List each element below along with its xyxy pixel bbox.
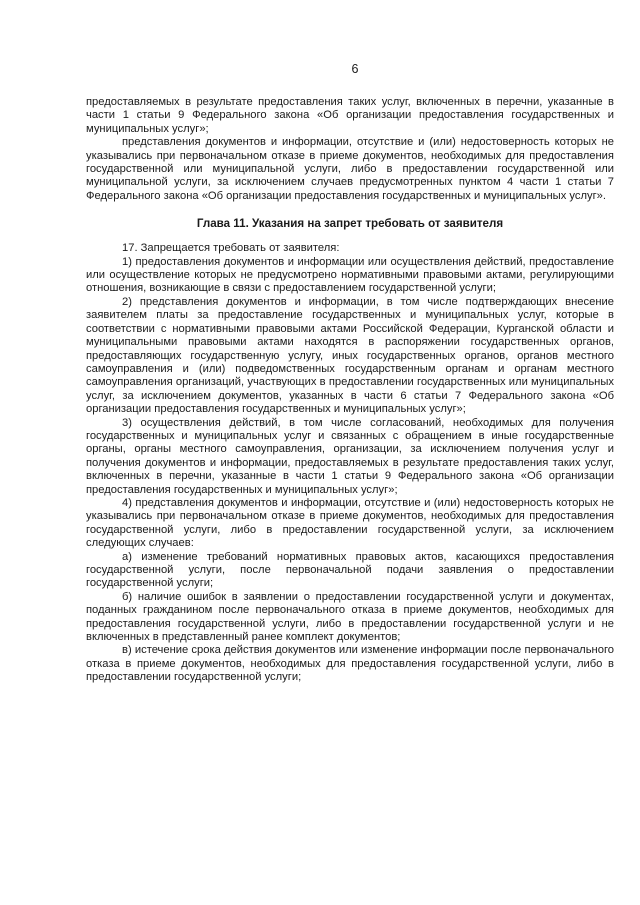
chapter-title: Глава 11. Указания на запрет требовать от заявителя (196, 217, 504, 231)
paragraph: а) изменение требований нормативных правовых актов, касающихся предоставления государственной услуги, после первоначальной подачи заявления о предоставлении государственной услуги; (86, 550, 614, 590)
paragraph: 1) предоставления документов и информации или осуществления действий, предоставление или осуществление которых не предусмотрено нормативными правовыми актами, регулирующими отношения, возникающие в связи с предоставлением государственной услуги; (86, 255, 614, 295)
paragraph: в) истечение срока действия документов или изменение информации после первоначального отказа в приеме документов, необходимых для предоставления государственной услуги, либо в предоставлении государственной услуги; (86, 644, 614, 684)
paragraph: б) наличие ошибок в заявлении о предоставлении государственной услуги и документах, поданных гражданином после первоначального отказа в приеме документов, необходимых для предоставления государственной услуги, либо в предоставлении государственной услуги и не включенных в представленный ранее комплект документов; (86, 590, 614, 644)
paragraph: 4) представления документов и информации, отсутствие и (или) недостоверность которых не указывались при первоначальном отказе в приеме документов, необходимых для предоставления государственной услуги, либо в предоставлении государственной услуги, за исключением следующих случаев: (86, 496, 614, 550)
paragraph: представления документов и информации, отсутствие и (или) недостоверность которых не указывались при первоначальном отказе в приеме документов, необходимых для предоставления государственной или муниципальной услуги, либо в предоставлении государственной или муниципальной услуги, за исключением случаев предусмотренных пунктом 4 части 1 статьи 7 Федерального закона «Об организации предоставления государственных и муниципальных услуг». (86, 136, 614, 202)
paragraph: 2) представления документов и информации, в том числе подтверждающих внесение заявителем платы за предоставление государственных и муниципальных услуг, которые в соответствии с нормативными правовыми актами Российской Федерации, Курганской области и муниципальными правовыми актами находятся в распоряжении государственных органов, предоставляющих государственную услугу, иных государственных органов, органов местного самоуправления и (или) подведомственных государственным органам и органам местного самоуправления организаций, участвующих в предоставлении государственных или муниципальных услуг, за исключением документов, указанных в части 6 статьи 7 Федерального закона «Об организации предоставления государственных и муниципальных услуг»; (86, 295, 614, 416)
paragraph: 17. Запрещается требовать от заявителя: (122, 242, 340, 255)
paragraph-continuation: предоставляемых в результате предоставления таких услуг, включенных в перечни, указанные в части 1 статьи 9 Федерального закона «Об организации предоставления государственных и муниципальных услуг»; (86, 96, 614, 135)
paragraph: 3) осуществления действий, в том числе согласований, необходимых для получения государственных и муниципальных услуг и связанных с обращением в иные государственные органы, органы местного самоуправления, организации, за исключением получения услуг и получения документов и информации, предоставляемых в результате предоставления таких услуг, включенных в перечни, указанные в части 1 статьи 9 Федерального закона «Об организации предоставления государственных и муниципальных услуг»; (86, 416, 614, 496)
page-number: 6 (351, 62, 359, 76)
